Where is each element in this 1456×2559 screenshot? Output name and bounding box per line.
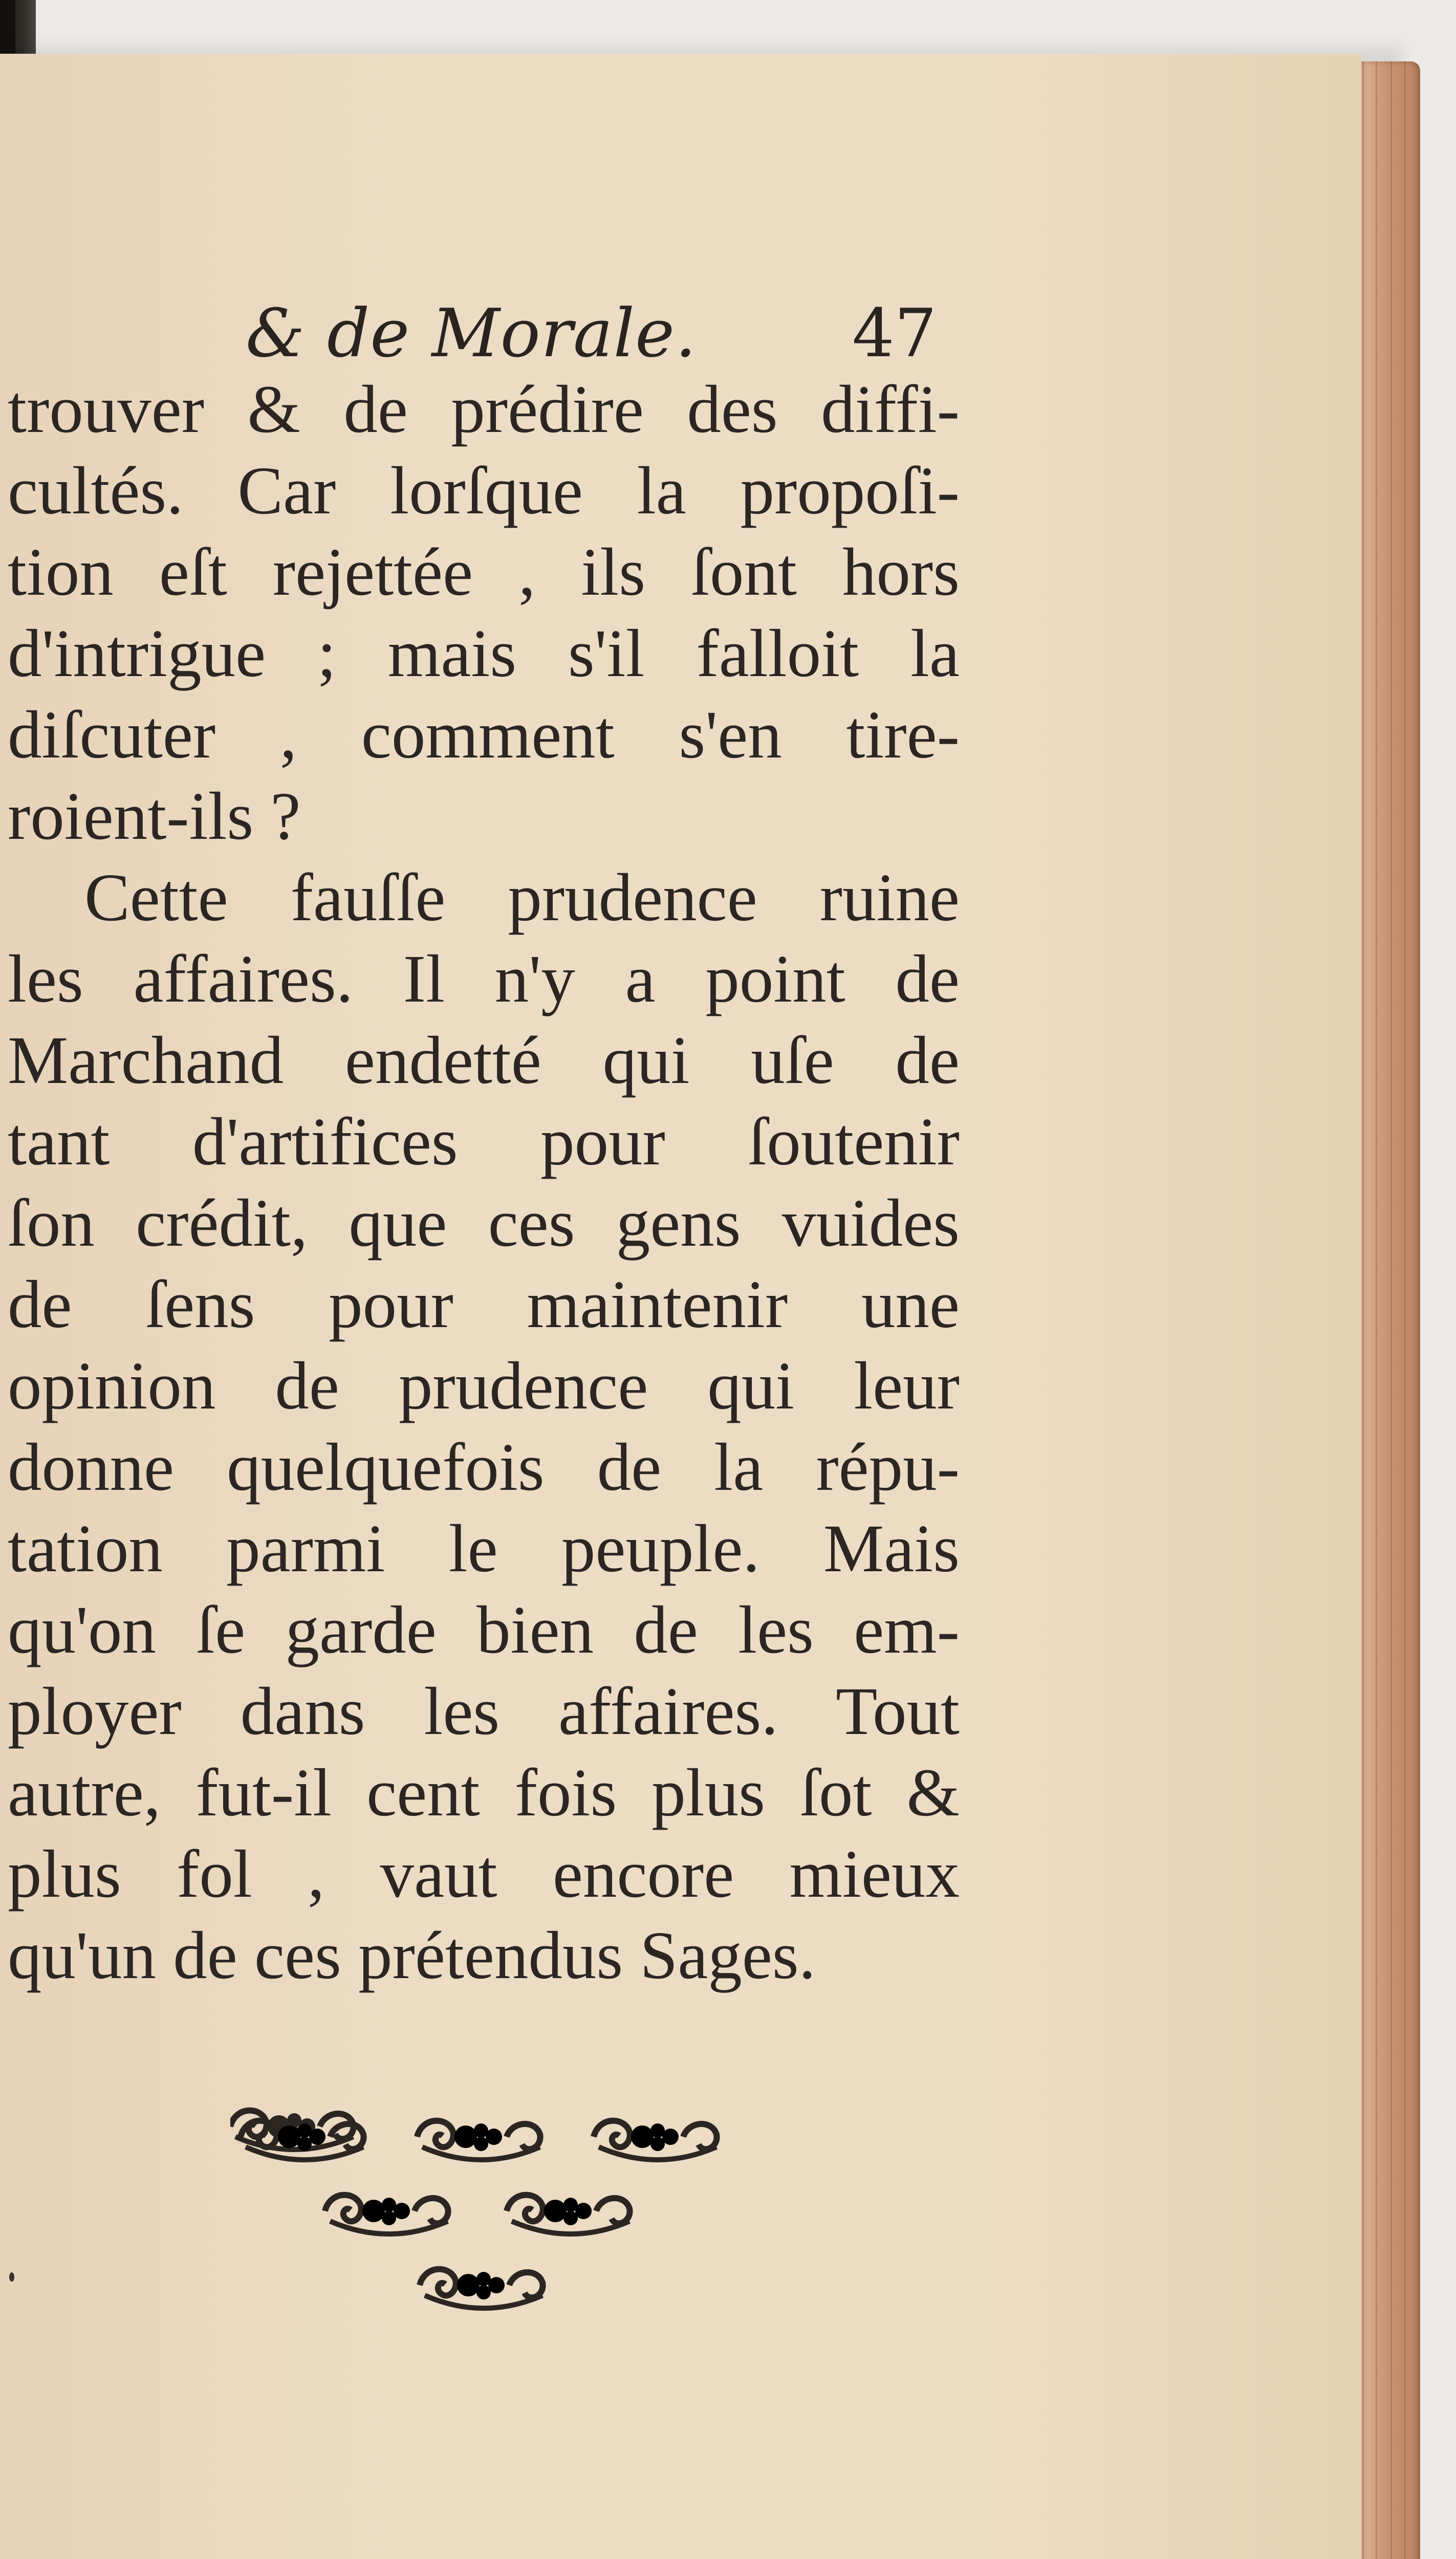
text-line: donne quelquefois de la répu- xyxy=(8,1429,960,1505)
text-line: Cette fauſſe prudence ruine xyxy=(84,859,960,935)
text-line: les affaires. Il n'y a point de xyxy=(8,941,960,1016)
text-line: opinion de prudence qui leur xyxy=(8,1348,960,1423)
text-line: trouver & de prédire des diffi- xyxy=(8,371,960,447)
text-line: d'intrigue ; mais s'il falloit la xyxy=(8,615,960,691)
page-number: 47 xyxy=(852,294,937,372)
book-page xyxy=(0,54,1361,2559)
text-line: ployer dans les affaires. Tout xyxy=(8,1673,960,1749)
text-line: Marchand endetté qui uſe de xyxy=(8,1022,960,1098)
text-line: cultés. Car lorſque la propoſi- xyxy=(8,452,960,528)
text-line: plus fol , vaut encore mieux xyxy=(8,1836,960,1912)
text-line: roient-ils ? xyxy=(8,778,301,854)
text-line: qu'un de ces prétendus Sages. xyxy=(8,1917,816,1993)
tail-piece-ornament-icon xyxy=(230,2106,742,2321)
text-line: tion eſt rejettée , ils ſont hors xyxy=(8,534,960,610)
text-line: diſcuter , comment s'en tire- xyxy=(8,697,960,772)
text-line: ſon crédit, que ces gens vuides xyxy=(8,1185,960,1261)
text-line: tant d'artifices pour ſoutenir xyxy=(8,1103,960,1179)
text-line: de ſens pour maintenir une xyxy=(8,1266,960,1342)
text-line: autre, fut-il cent fois plus ſot & xyxy=(8,1754,960,1830)
text-line: tation parmi le peuple. Mais xyxy=(8,1510,960,1586)
ink-speck xyxy=(9,2272,14,2282)
text-line: qu'on ſe garde bien de les em- xyxy=(8,1592,960,1667)
running-head: & de Morale. xyxy=(246,294,697,372)
page-edge xyxy=(1351,61,1420,2559)
body-text xyxy=(8,368,960,1996)
